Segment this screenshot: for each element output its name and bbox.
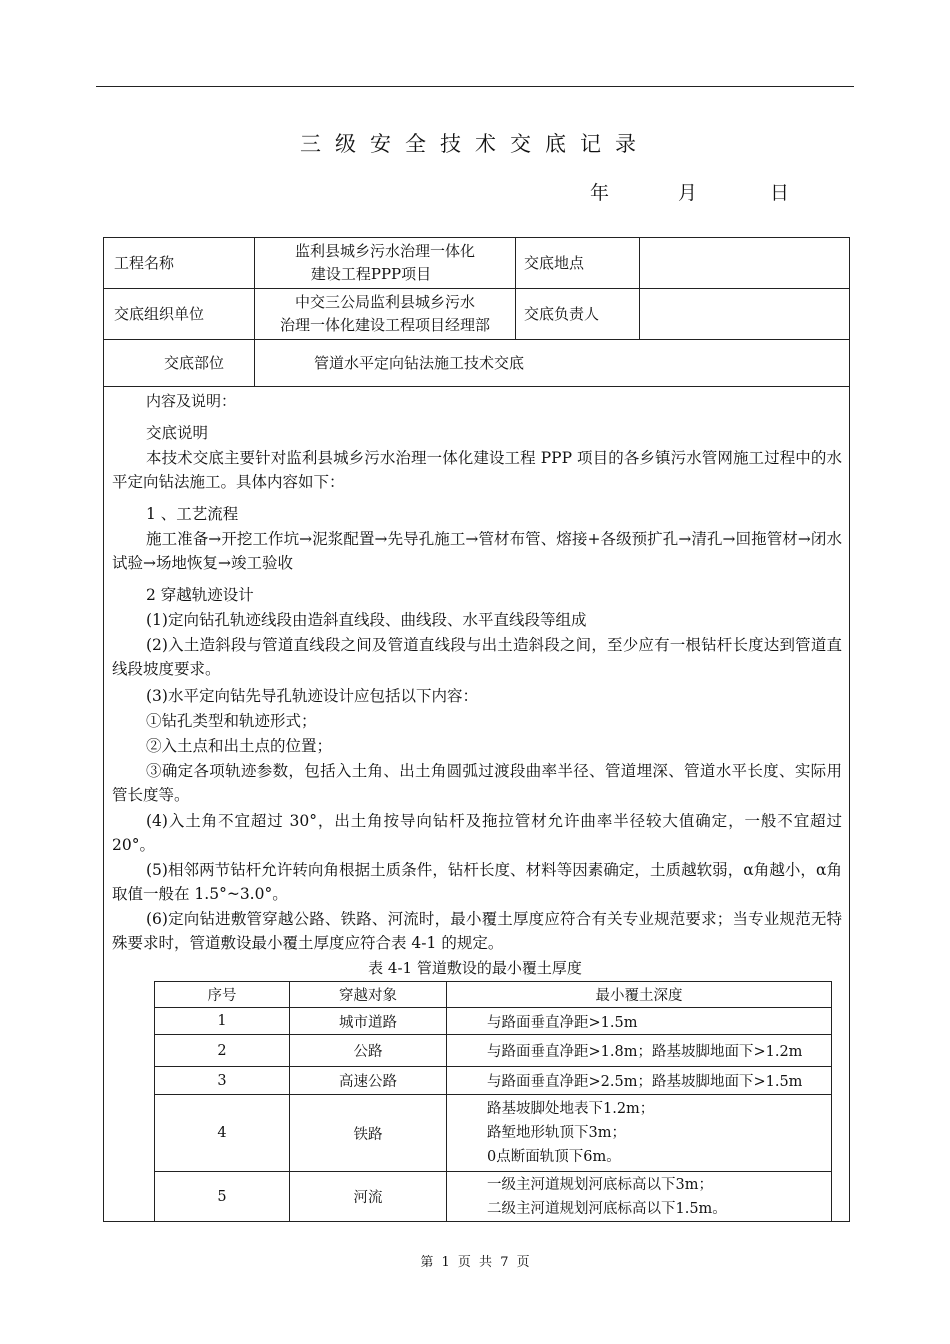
item-3: (3)水平定向钻先导孔轨迹设计应包括以下内容： <box>146 687 478 705</box>
date-month: 月 <box>678 182 698 204</box>
row-object: 河流 <box>290 1172 447 1222</box>
depth-line: 一级主河道规划河底标高以下3m； <box>487 1176 713 1193</box>
row-object: 公路 <box>290 1035 447 1067</box>
heading-trajectory-design: 2 穿越轨迹设计 <box>146 586 254 604</box>
item-3a: ①钻孔类型和轨迹形式； <box>146 712 317 730</box>
part-value: 管道水平定向钻法施工技术交底 <box>314 354 525 372</box>
header-no: 序号 <box>155 982 290 1008</box>
process-flow-text: 施工准备→开挖工作坑→泥浆配置→先导孔施工→管材布管、熔接+各级预扩孔→清孔→回拖管材→闭水试验→场地恢复→竣工验收 <box>112 530 842 572</box>
page-title: 三级安全技术交底记录 <box>300 132 650 156</box>
row-no: 2 <box>155 1035 290 1067</box>
table-row <box>155 1095 832 1172</box>
item-4: (4)入土角不宜超过 30°，出土角按导向钻杆及拖拉管材允许曲率半径较大值确定，一般不宜超过 20°。 <box>112 812 842 854</box>
table-row <box>155 1008 832 1035</box>
header-depth: 最小覆土深度 <box>447 982 832 1008</box>
depth-line: 二级主河道规划河底标高以下1.5m。 <box>487 1200 727 1217</box>
table-header-row <box>155 982 832 1008</box>
depth-line: 路堑地形轨顶下3m； <box>487 1125 626 1141</box>
item-3c: ③确定各项轨迹参数，包括入土角、出土角圆弧过渡段曲率半径、管道埋深、管道水平长度、实际用管长度等。 <box>112 762 842 804</box>
item-2: (2)入土造斜段与管道直线段之间及管道直线段与出土造斜段之间，至少应有一根钻杆长度达到管道直线段坡度要求。 <box>112 636 842 678</box>
row-no: 4 <box>155 1095 290 1172</box>
section-title: 交底说明 <box>146 424 209 442</box>
row-object: 铁路 <box>290 1095 447 1172</box>
org-line1: 中交三公局监利县城乡污水 <box>294 293 475 311</box>
header-object: 穿越对象 <box>290 982 447 1008</box>
depth-line: 路基坡脚处地表下1.2m； <box>487 1101 655 1117</box>
heading-process-flow: 1 、工艺流程 <box>146 505 239 523</box>
row-depth: 与路面垂直净距>2.5m；路基坡脚地面下>1.5m <box>447 1067 832 1095</box>
date-year: 年 <box>590 182 610 204</box>
table-caption: 表 4-1 管道敷设的最小覆土厚度 <box>368 959 582 977</box>
part-label: 交底部位 <box>164 354 225 372</box>
org-line2: 治理一体化建设工程项目经理部 <box>279 316 490 334</box>
org-label: 交底组织单位 <box>114 305 205 323</box>
row-object: 城市道路 <box>290 1008 447 1035</box>
item-1: (1)定向钻孔轨迹线段由造斜直线段、曲线段、水平直线段等组成 <box>146 611 587 629</box>
responsible-label: 交底负责人 <box>524 305 600 323</box>
row-depth <box>447 1172 832 1222</box>
page-footer: 第 1 页 共 7 页 <box>420 1255 530 1270</box>
row-depth <box>447 1095 832 1172</box>
depth-line: 0点断面轨顶下6m。 <box>487 1149 621 1165</box>
item-5: (5)相邻两节钻杆允许转向角根据土质条件，钻杆长度、材料等因素确定，土质越软弱，α角越小，α角取值一般在 1.5°~3.0°。 <box>112 861 842 903</box>
row-no: 5 <box>155 1172 290 1222</box>
content-label: 内容及说明： <box>146 392 237 410</box>
row-depth: 与路面垂直净距>1.5m <box>447 1008 832 1035</box>
location-label: 交底地点 <box>524 254 585 272</box>
top-rule <box>96 86 854 87</box>
project-name-line2: 建设工程PPP项目 <box>310 265 432 283</box>
item-6: (6)定向钻进敷管穿越公路、铁路、河流时，最小覆土厚度应符合有关专业规范要求；当专业规范无特殊要求时，管道敷设最小覆土厚度应符合表 4-1 的规定。 <box>112 910 842 952</box>
date-day: 日 <box>770 182 790 204</box>
project-name-label: 工程名称 <box>114 254 175 272</box>
row-object: 高速公路 <box>290 1067 447 1095</box>
table-row <box>155 1035 832 1067</box>
table-row <box>155 1067 832 1095</box>
cover-depth-table <box>154 981 832 1222</box>
intro-paragraph: 本技术交底主要针对监利县城乡污水治理一体化建设工程 PPP 项目的各乡镇污水管网施工过程中的水平定向钻法施工。具体内容如下： <box>112 449 842 491</box>
item-3b: ②入土点和出土点的位置； <box>146 737 333 755</box>
row-depth: 与路面垂直净距>1.8m；路基坡脚地面下>1.2m <box>447 1035 832 1067</box>
table-row <box>155 1172 832 1222</box>
project-name-line1: 监利县城乡污水治理一体化 <box>294 242 475 260</box>
row-no: 1 <box>155 1008 290 1035</box>
row-no: 3 <box>155 1067 290 1095</box>
